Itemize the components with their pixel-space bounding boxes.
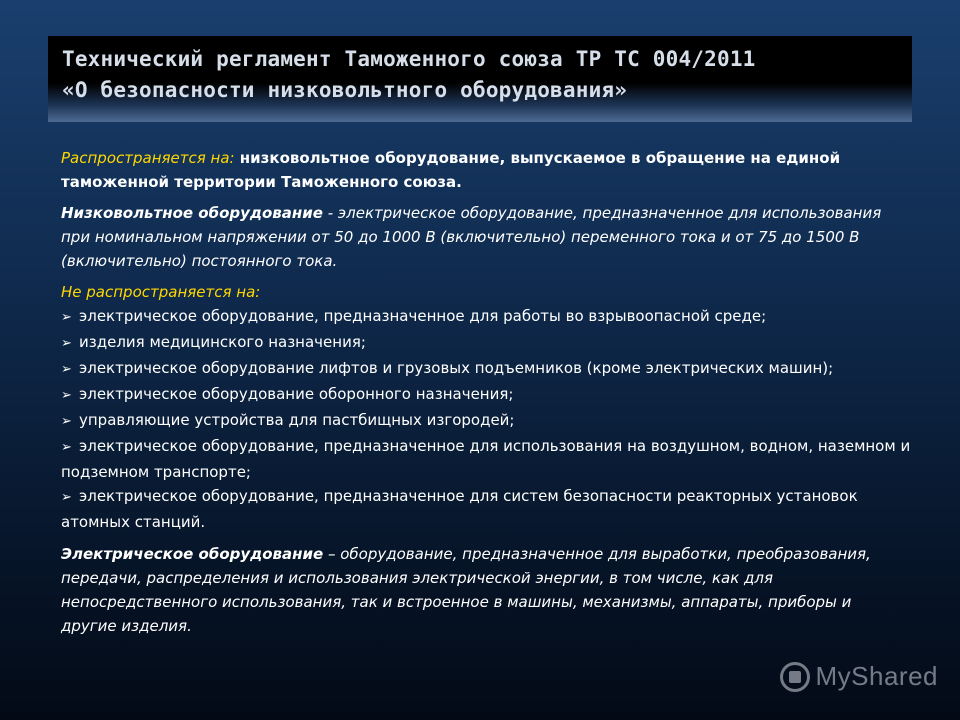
myshared-logo xyxy=(780,661,939,692)
scope-paragraph xyxy=(61,146,911,194)
arrow-right-icon: ➢ xyxy=(61,336,72,351)
list-item: ➢ электрическое оборудование, предназначенное для систем безопасности реакторных установок атомных станций. xyxy=(61,487,858,531)
logo-icon xyxy=(780,662,810,692)
eq-definition-paragraph xyxy=(61,542,911,638)
lv-definition-text: - электрическое оборудование, предназначенное для использования при номинальном напряжении от 50 до 1000 В (включительно) переменного тока и от 75 до 1500 В (включительно) постоянного тока. xyxy=(61,204,882,270)
arrow-right-icon: ➢ xyxy=(61,490,72,505)
arrow-right-icon: ➢ xyxy=(61,362,72,377)
logo-text: MyShared xyxy=(815,661,938,691)
scope-label: Распространяется на: xyxy=(61,149,235,167)
slide-content xyxy=(61,146,911,645)
list-item: ➢ изделия медицинского назначения; xyxy=(61,330,911,356)
scope-text: низковольтное оборудование, выпускаемое в обращение на единой таможенной территории Таможенного союза. xyxy=(61,149,841,191)
eq-definition-term: Электрическое оборудование xyxy=(61,545,324,563)
slide-title xyxy=(48,36,912,122)
list-item: ➢ электрическое оборудование лифтов и грузовых подъемников (кроме электрических машин); xyxy=(61,356,911,382)
exclusions-heading xyxy=(61,280,911,304)
arrow-right-icon: ➢ xyxy=(61,310,72,325)
list-item: ➢ электрическое оборудование оборонного назначения; xyxy=(61,382,911,408)
exclusions-label: Не распространяется на: xyxy=(61,283,261,301)
lv-definition-term: Низковольтное оборудование xyxy=(61,204,323,222)
title-line-2: «О безопасности низковольтного оборудования» xyxy=(62,78,628,102)
lv-definition-paragraph xyxy=(61,201,911,273)
eq-definition-text: – оборудование, предназначенное для выработки, преобразования, передачи, распределения и использования электрической энергии, в том числе, как для непосредственного использования, так и встроенное в машины, механизмы, аппараты, приборы и другие изделия. xyxy=(61,545,871,635)
title-line-1: Технический регламент Таможенного союза ТР ТС 004/2011 xyxy=(62,47,756,71)
list-item: ➢ электрическое оборудование, предназначенное для работы во взрывоопасной среде; xyxy=(61,304,911,330)
list-item: ➢ управляющие устройства для пастбищных изгородей; xyxy=(61,408,911,434)
list-item: ➢ электрическое оборудование, предназначенное для использования на воздушном, водном, наземном и подземном транспорте; xyxy=(61,437,911,481)
exclusions-list xyxy=(61,304,911,534)
arrow-right-icon: ➢ xyxy=(61,388,72,403)
arrow-right-icon: ➢ xyxy=(61,414,72,429)
arrow-right-icon: ➢ xyxy=(61,440,72,455)
